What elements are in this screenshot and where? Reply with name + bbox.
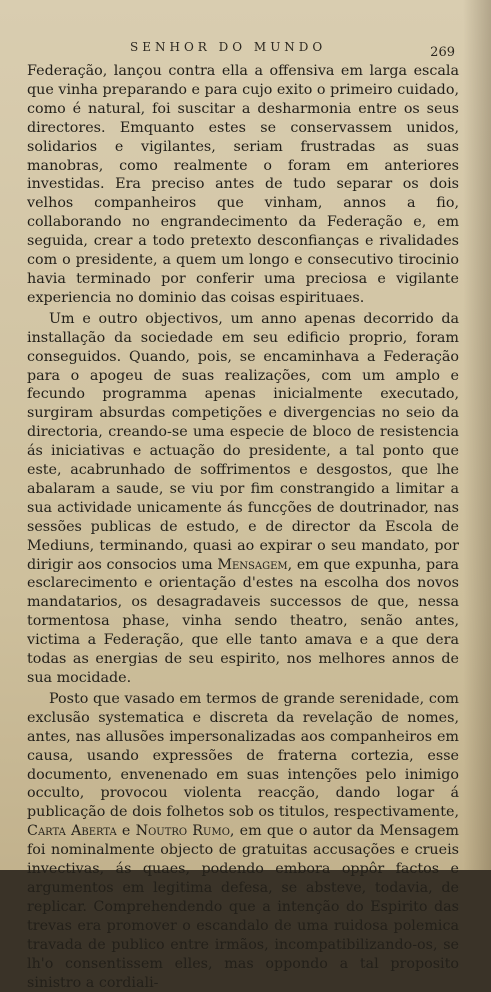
page-header bbox=[0, 40, 491, 60]
paragraph-2-text-b: , em que expunha, para esclarecimento e orientação d'estes na escolha dos novos mandatarios, os desagradaveis successos de que, nessa tormentosa phase, vinha sendo theatro, senão antes, victima a Federação, que elle tanto amava e a que dera todas as energias de seu espirito, nos melhores annos de sua mocidade. bbox=[27, 556, 459, 686]
paragraph-3-text-b: , em que o autor da Mensagem foi nominalmente objecto de gratuitas accusações e crueis invectivas, ás quaes, podendo embora oppôr factos e argumentos em legitima defesa, se absteve, todavia, de replicar. Comprehendendo que a intenção do Espirito das trevas era promover o escandalo de uma ruidosa polemica travada de publico entre irmãos, incompatibilizando-os, se lh'o consentissem elles, mas oppondo a tal proposito sinistro a cordiali- bbox=[27, 823, 459, 991]
paragraph-1 bbox=[27, 62, 459, 308]
paragraph-2-text-a: Um e outro objectivos, um anno apenas decorrido da installação da sociedade em seu edificio proprio, foram conseguidos. Quando, pois, se encaminhava a Federação para o apogeu de suas realizações, com um amplo e fecundo programma apenas inicialmente executado, surgiram absurdas competições e divergencias no seio da directoria, creando-se uma especie de bloco de resistencia ás iniciativas e actuação do presidente, a tal ponto que este, acabrunhado de soffrimentos e desgostos, que lhe abalaram a saude, se viu por fim constrangido a limitar a sua actividade unicamente ás funcções de doutrinador, nas sessões publicas de estudo, e de director da Escola de Mediuns, terminando, quasi ao expirar o seu mandato, por dirigir aos consocios uma bbox=[27, 310, 459, 573]
page-edge-shadow bbox=[463, 0, 491, 870]
body-text bbox=[27, 62, 459, 992]
page-number: 269 bbox=[430, 45, 455, 60]
running-title: SENHOR DO MUNDO bbox=[130, 40, 327, 54]
paragraph-3 bbox=[27, 690, 459, 992]
paragraph-2 bbox=[27, 310, 459, 688]
paragraph-3-text-a: Posto que vasado em termos de grande serenidade, com exclusão systematica e discreta da revelação de nomes, antes, nas allusões impersonalizadas aos companheiros em causa, usando expressões de fraterna cortezia, esse documento, envenenado em suas intenções pelo inimigo occulto, provocou violenta reacção, dando logar á publicação de dois folhetos sob os titulos, respectivamente, bbox=[27, 690, 459, 821]
carta-aberta-title: Carta Aberta bbox=[27, 823, 117, 840]
mensagem-title: Mensagem bbox=[217, 556, 288, 573]
paragraph-1-text: Federação, lançou contra ella a offensiva em larga escala que vinha preparando e para cujo exito o primeiro cuidado, como é natural, foi suscitar a desharmonia entre os seus directores. Emquanto estes se conservassem unidos, solidarios e vigilantes, seriam frustradas as suas manobras, como realmente o foram em anteriores investidas. Era preciso antes de tudo separar os dois velhos companheiros que vinham, annos a fio, collaborando no engrandecimento da Federação e, em seguida, crear a todo pretexto desconfianças e rivalidades com o presidente, a quem um longo e consecutivo tirocinio havia terminado por conferir uma preciosa e vigilante experiencia no dominio das coisas espirituaes. bbox=[27, 63, 459, 306]
noutro-rumo-title: Noutro Rumo bbox=[135, 823, 230, 840]
paragraph-3-conjunction: e bbox=[116, 823, 136, 840]
